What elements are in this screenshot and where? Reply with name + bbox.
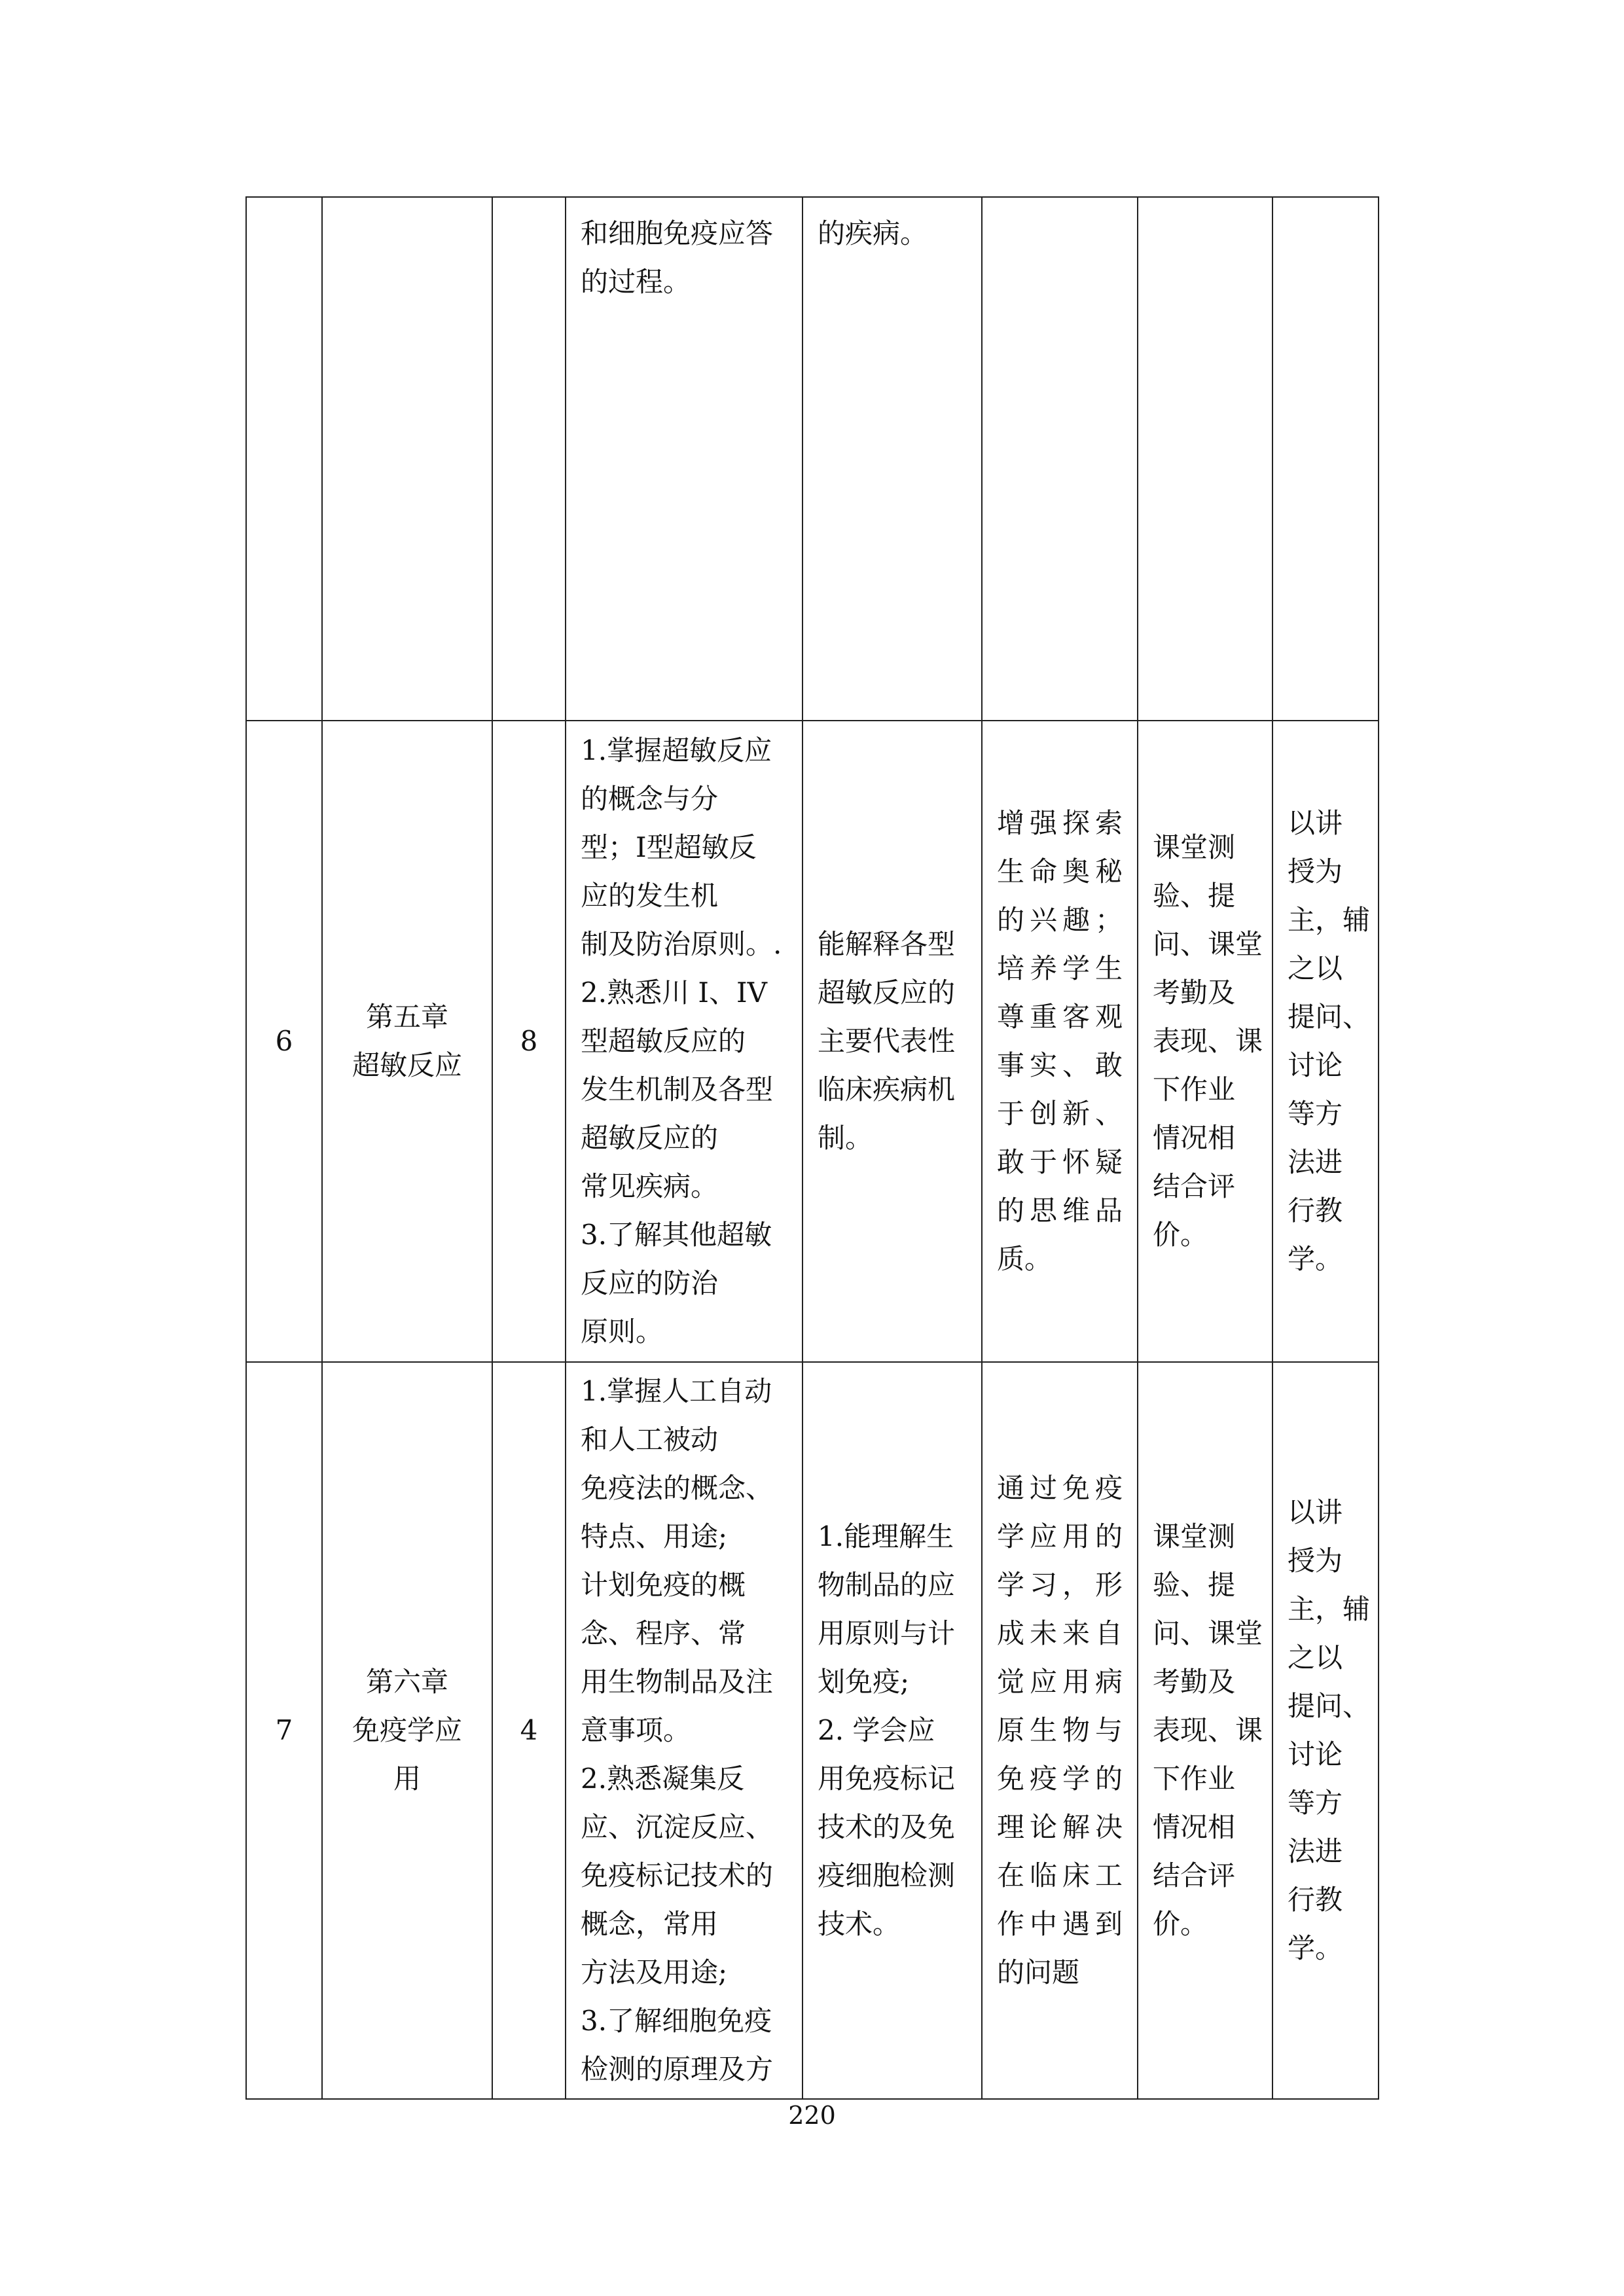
text-line: 验、提 xyxy=(1153,880,1236,912)
text-line: 主，辅 xyxy=(1288,1593,1371,1625)
cell-ability xyxy=(803,1362,982,2099)
text-line: 用原则与计 xyxy=(818,1617,956,1649)
text-line: 和人工被动 xyxy=(581,1424,719,1456)
text-line: 学。 xyxy=(1288,1932,1343,1964)
text-line: 应的发生机 xyxy=(581,880,719,912)
text-line: 1.掌握人工自动 xyxy=(581,1375,772,1407)
text-line: 免疫标记技术的 xyxy=(581,1859,774,1892)
text-line: 技术。 xyxy=(818,1908,901,1940)
text-line: 的疾病。 xyxy=(818,217,928,249)
text-line: 成未来自 xyxy=(997,1617,1123,1649)
text-line: 免疫学的 xyxy=(997,1763,1123,1795)
cell-method xyxy=(1272,197,1379,721)
text-line: 授为 xyxy=(1288,855,1343,888)
cell-knowledge xyxy=(566,721,803,1362)
table-row xyxy=(246,197,1379,721)
text-line: 授为 xyxy=(1288,1545,1343,1577)
text-line: 特点、用途; xyxy=(581,1520,728,1552)
cell-knowledge xyxy=(566,197,803,721)
text-line: 理论解决 xyxy=(997,1811,1123,1843)
cell-chapter xyxy=(322,721,492,1362)
text-line: 以讲 xyxy=(1288,1496,1343,1528)
text-line: 验、提 xyxy=(1153,1569,1236,1601)
table-row xyxy=(246,721,1379,1362)
text-line: 念、程序、常 xyxy=(581,1617,746,1649)
text-line: 法进 xyxy=(1288,1835,1343,1867)
text-line: 方法及用途; xyxy=(581,1956,728,1988)
page-number: 220 xyxy=(788,2101,836,2130)
cell-no: 6 xyxy=(246,721,322,1362)
text-line: 学习，形 xyxy=(997,1569,1123,1601)
text-line: 的过程。 xyxy=(581,266,691,298)
text-line: 主，辅 xyxy=(1288,904,1371,936)
text-line: 课堂测 xyxy=(1153,831,1236,863)
table-row xyxy=(246,1362,1379,2099)
text-line: 用 xyxy=(393,1763,421,1795)
text-line: 尊重客观 xyxy=(997,1001,1123,1033)
text-line: 问、课堂 xyxy=(1153,928,1263,960)
text-line: 2. 学会应 xyxy=(818,1714,935,1746)
text-line: 结合评 xyxy=(1153,1859,1236,1892)
text-line: 提问、 xyxy=(1288,1001,1371,1033)
text-line: 制及防治原则。. xyxy=(581,928,782,960)
text-line: 型超敏反应的 xyxy=(581,1025,746,1057)
text-line: 于创新、 xyxy=(997,1098,1123,1130)
text-line: 培养学生 xyxy=(997,952,1123,984)
text-line: 价。 xyxy=(1153,1908,1208,1940)
text-line: 学应用的 xyxy=(997,1520,1123,1552)
text-line: 学。 xyxy=(1288,1243,1343,1275)
text-line: 等方 xyxy=(1288,1098,1343,1130)
text-line: 和细胞免疫应答 xyxy=(581,217,774,249)
text-line: 以讲 xyxy=(1288,807,1343,839)
text-line: 提问、 xyxy=(1288,1690,1371,1722)
text-line: 考勤及 xyxy=(1153,1666,1236,1698)
cell-assessment xyxy=(1138,1362,1272,2099)
text-line: 物制品的应 xyxy=(818,1569,956,1601)
cell-ability xyxy=(803,197,982,721)
text-line: 主要代表性 xyxy=(818,1025,956,1057)
cell-ability xyxy=(803,721,982,1362)
text-line: 问、课堂 xyxy=(1153,1617,1263,1649)
text-line: 在临床工 xyxy=(997,1859,1123,1892)
text-line: 超敏反应 xyxy=(352,1049,462,1081)
text-line: 常见疾病。 xyxy=(581,1170,719,1202)
text-line: 能解释各型 xyxy=(818,928,956,960)
text-line: 计划免疫的概 xyxy=(581,1569,746,1601)
text-line: 概念，常用 xyxy=(581,1908,719,1940)
text-line: 讨论 xyxy=(1288,1738,1343,1770)
text-line: 增强探索 xyxy=(997,807,1123,839)
text-line: 课堂测 xyxy=(1153,1520,1236,1552)
text-line: 的兴趣； xyxy=(997,904,1123,936)
text-line: 等方 xyxy=(1288,1787,1343,1819)
text-line: 免疫学应 xyxy=(352,1714,462,1746)
text-line: 1.能理解生 xyxy=(818,1520,954,1552)
text-line: 情况相 xyxy=(1153,1811,1236,1843)
text-line: 之以 xyxy=(1288,1641,1343,1674)
text-line: 原则。 xyxy=(581,1316,664,1348)
cell-assessment xyxy=(1138,721,1272,1362)
text-line: 发生机制及各型 xyxy=(581,1073,774,1105)
text-line: 原生物与 xyxy=(997,1714,1123,1746)
text-line: 质。 xyxy=(997,1243,1053,1275)
text-line: 技术的及免 xyxy=(818,1811,956,1843)
cell-hours: 4 xyxy=(492,1362,566,2099)
syllabus-table xyxy=(245,196,1379,2100)
text-line: 检测的原理及方 xyxy=(581,2053,774,2085)
cell-hours: 8 xyxy=(492,721,566,1362)
text-line: 结合评 xyxy=(1153,1170,1236,1202)
cell-hours xyxy=(492,197,566,721)
text-line: 的问题 xyxy=(997,1956,1080,1988)
text-line: 超敏反应的 xyxy=(818,977,956,1009)
cell-chapter xyxy=(322,1362,492,2099)
cell-assessment xyxy=(1138,197,1272,721)
text-line: 价。 xyxy=(1153,1219,1208,1251)
text-line: 行教 xyxy=(1288,1884,1343,1916)
text-line: 用生物制品及注 xyxy=(581,1666,774,1698)
text-line: 考勤及 xyxy=(1153,977,1236,1009)
text-line: 事实、敢 xyxy=(997,1049,1123,1081)
text-line: 表现、课 xyxy=(1153,1714,1263,1746)
text-line: 通过免疫 xyxy=(997,1472,1123,1504)
text-line: 第六章 xyxy=(365,1666,448,1698)
text-line: 表现、课 xyxy=(1153,1025,1263,1057)
text-line: 3.了解细胞免疫 xyxy=(581,2005,772,2037)
text-line: 下作业 xyxy=(1153,1763,1236,1795)
text-line: 情况相 xyxy=(1153,1122,1236,1154)
cell-method xyxy=(1272,721,1379,1362)
text-line: 作中遇到 xyxy=(997,1908,1123,1940)
cell-no: 7 xyxy=(246,1362,322,2099)
text-line: 第五章 xyxy=(365,1001,448,1033)
text-line: 应、沉淀反应、 xyxy=(581,1811,774,1843)
cell-quality xyxy=(982,197,1138,721)
text-line: 的思维品 xyxy=(997,1194,1123,1227)
text-line: 法进 xyxy=(1288,1146,1343,1178)
cell-no xyxy=(246,197,322,721)
text-line: 2.熟悉凝集反 xyxy=(581,1763,745,1795)
text-line: 1.掌握超敏反应 xyxy=(581,734,772,766)
text-line: 之以 xyxy=(1288,952,1343,984)
cell-chapter xyxy=(322,197,492,721)
text-line: 制。 xyxy=(818,1122,873,1154)
cell-quality xyxy=(982,1362,1138,2099)
text-line: 临床疾病机 xyxy=(818,1073,956,1105)
text-line: 行教 xyxy=(1288,1194,1343,1227)
text-line: 觉应用病 xyxy=(997,1666,1123,1698)
cell-method xyxy=(1272,1362,1379,2099)
text-line: 超敏反应的 xyxy=(581,1122,719,1154)
text-line: 讨论 xyxy=(1288,1049,1343,1081)
text-line: 生命奥秘 xyxy=(997,855,1123,888)
text-line: 2.熟悉川 I、IV xyxy=(581,977,767,1009)
text-line: 的概念与分 xyxy=(581,783,719,815)
text-line: 敢于怀疑 xyxy=(997,1146,1123,1178)
text-line: 下作业 xyxy=(1153,1073,1236,1105)
cell-quality xyxy=(982,721,1138,1362)
cell-knowledge xyxy=(566,1362,803,2099)
text-line: 型；I型超敏反 xyxy=(581,831,757,863)
text-line: 用免疫标记 xyxy=(818,1763,956,1795)
text-line: 疫细胞检测 xyxy=(818,1859,956,1892)
text-line: 3.了解其他超敏 xyxy=(581,1219,772,1251)
text-line: 反应的防治 xyxy=(581,1267,719,1299)
text-line: 划免疫; xyxy=(818,1666,910,1698)
text-line: 免疫法的概念、 xyxy=(581,1472,774,1504)
text-line: 意事项。 xyxy=(581,1714,691,1746)
